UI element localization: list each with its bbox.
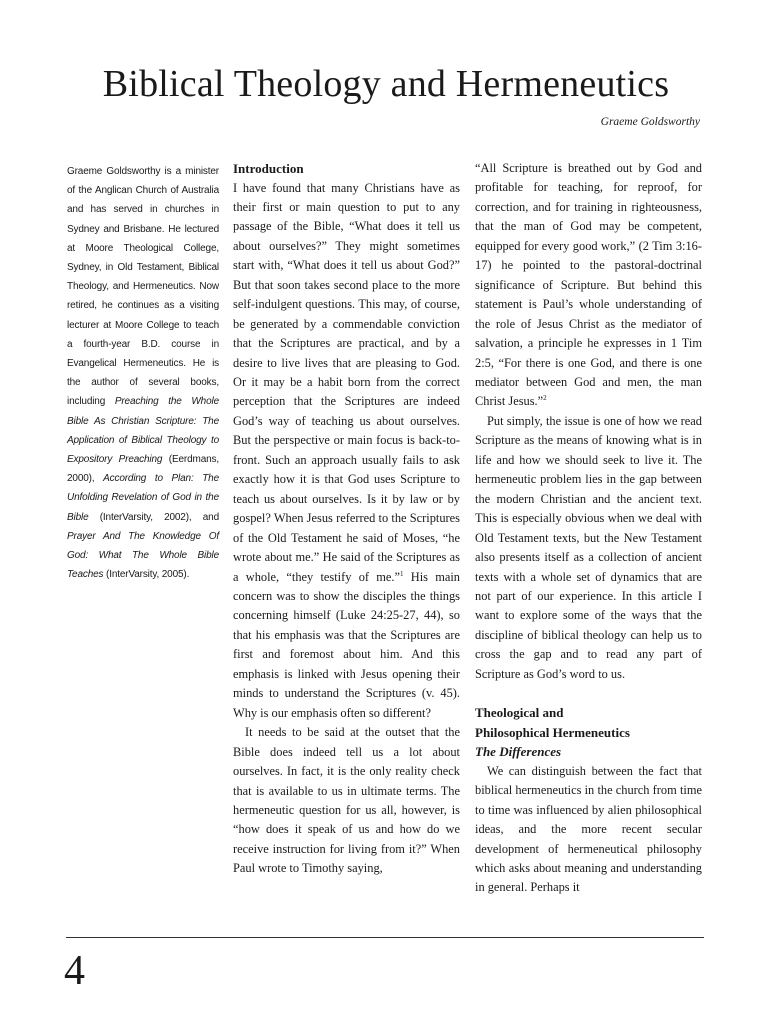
paragraph-text: His main concern was to show the disciples the things concerning himself (Luke 24:25-27, 44), so that his emphasis was that the Scriptures are first and foremost about him. And this emphasis is linked with Jesus opening their minds to understand the Scriptures (v. 45). Why is our emphasis often so different? <box>233 569 460 720</box>
paragraph-text: I have found that many Christians have as their first or main question to put to any passage of the Bible, “What does it tell us about ourselves?” They might sometimes start with, “What does it tell us about God?” But that soon takes second place to the more self-indulgent questions. This may, of course, be generated by a commendable conviction that the Scriptures are practical, and by a desire to live lives that are pleasing to God. Or it may be a habit born from the correct perception that the Scriptures are indeed God’s way of teaching us about ourselves. But the perspective or main focus is back-to-front. Such an approach usually fails to ask exactly how it is that God uses Scripture to teach us about ourselves. Is it by law or by gospel? When Jesus referred to the Scriptures of the Old Testament he said of Moses, “he wrote about me.” He said of the Scriptures as a whole, “they testify of me.” <box>233 180 460 584</box>
bio-text: (InterVarsity, 2005). <box>103 569 190 581</box>
bio-text: (InterVarsity, 2002), and <box>88 511 219 523</box>
footnote-ref[interactable]: 1 <box>400 569 404 578</box>
bio-text: is a minister of the Anglican Church of Australia and has served in churches in Sydney and Brisbane. He lectured at Moore Theological College, Sydney, in Old Testament, Biblical Theology, and Hermeneutics. Now retired, he continues as a visiting lecturer at Moore College to teach a fourth-year B.D. course in Evangelical Hermeneutics. He is the author of several books, including <box>67 166 219 408</box>
paragraph: We can distinguish between the fact that biblical hermeneutics in the church from time to time was influenced by alien philosophical ideas, and the more recent secular development of hermeneutical philosophy which asks about meaning and understanding in general. Perhaps it <box>475 763 702 895</box>
paragraph: Put simply, the issue is one of how we read Scripture as the means of knowing what is in life and how we should seek to live it. The hermeneutic problem lies in the gap between the modern Christian and the ancient text. This is especially obvious when we deal with Old Testament texts, but the New Testament also presents itself as a collection of ancient texts with a whole set of dynamics that are not part of our experience. In this article I want to explore some of the ways that the discipline of biblical theology can help us to cross the gap and to read any part of Scripture as God’s word to us. <box>475 413 702 681</box>
footnote-ref[interactable]: 2 <box>543 394 547 403</box>
paragraph <box>475 159 702 412</box>
author-byline: Graeme Goldsworthy <box>600 116 700 128</box>
section-heading-line: Philosophical Hermeneutics <box>475 724 630 740</box>
subsection-heading: The Differences <box>475 744 562 760</box>
paragraph: It needs to be said at the outset that the Bible does indeed tell us a lot about ourselves. In fact, it is the only reality check that is available to us in ultimate terms. The hermeneutic question for us all, however, is “how does it speak of us and how do we receive instruction for living from it?” When Paul wrote to Timothy saying, <box>233 725 460 876</box>
section-heading-theological <box>475 703 702 762</box>
body-column-2 <box>475 159 702 898</box>
bio-book-title: According to Plan: The Unfolding Revelation of God in the Bible <box>67 473 219 523</box>
body-column-1 <box>233 159 460 879</box>
bio-name: Graeme Goldsworthy <box>67 166 161 177</box>
paragraph-text: “All Scripture is breathed out by God and profitable for teaching, for reproof, for correction, and for training in righteousness, that the man of God may be competent, equipped for every good work,” (2 Tim 3:16-17) he pointed to the pastoral-doctrinal significance of Scripture. But behind this statement is Paul’s whole understanding of the role of Jesus Christ as the mediator of salvation, a principle he expresses in 1 Tim 2:5, “For there is one God, and there is one mediator between God and men, the man Christ Jesus.” <box>475 161 702 409</box>
paragraph <box>233 179 460 724</box>
bio-text: (Eerdmans, 2000), <box>67 454 219 485</box>
bio-book-title: Preaching the Whole Bible As Christian Scripture: The Application of Biblical Theology to Expository Preaching <box>67 396 219 466</box>
section-heading-introduction: Introduction <box>233 161 304 176</box>
page-number: 4 <box>64 948 85 994</box>
article-title: Biblical Theology and Hermeneutics <box>102 63 670 105</box>
bio-book-title: Prayer And The Knowledge Of God: What The Whole Bible Teaches <box>67 530 219 581</box>
author-bio <box>67 162 219 584</box>
footer-rule <box>66 937 704 938</box>
section-heading-line: Theological and <box>475 705 564 721</box>
